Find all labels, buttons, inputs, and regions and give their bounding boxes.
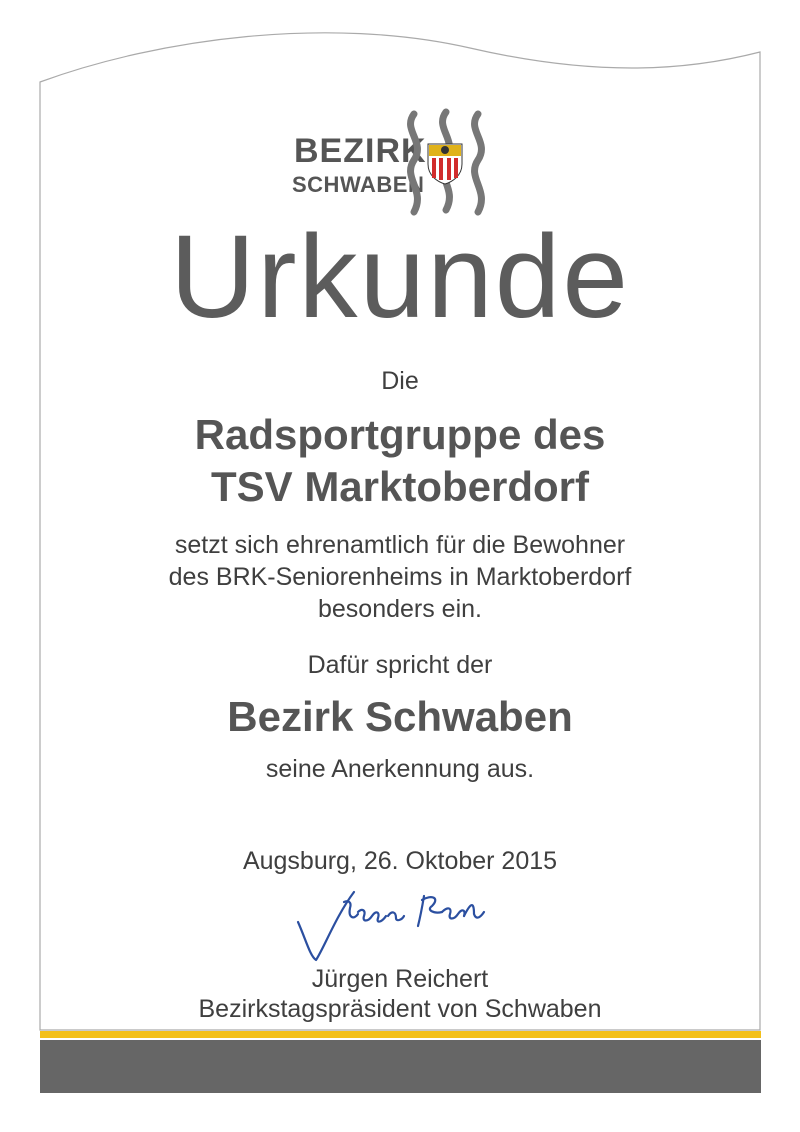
thanks-line-2: seine Anerkennung aus. (265, 755, 535, 783)
place-and-date: Augsburg, 26. Oktober 2015 (242, 847, 558, 875)
signer-name: Jürgen Reichert (311, 965, 489, 993)
handwritten-signature (292, 878, 512, 968)
reason-line-3: besonders ein. (317, 595, 482, 623)
reason-line-1: setzt sich ehrenamtlich für die Bewohner (174, 531, 626, 559)
logo-text-line1: BEZIRK (294, 132, 427, 170)
recipient-line-2: TSV Marktoberdorf (210, 463, 590, 510)
bezirk-schwaben-logo (290, 108, 490, 218)
yellow-accent-band (40, 1031, 761, 1038)
thanks-line-1: Dafür spricht der (307, 651, 493, 679)
intro-text: Die (381, 367, 419, 395)
signer-title: Bezirkstagspräsident von Schwaben (198, 995, 602, 1023)
issuer-name: Bezirk Schwaben (227, 693, 573, 740)
grey-footer-band (40, 1040, 761, 1093)
recipient-line-1: Radsportgruppe des (194, 411, 606, 458)
certificate-title: Urkunde (169, 211, 630, 343)
reason-line-2: des BRK-Seniorenheims in Marktoberdorf (168, 563, 632, 591)
bezirk-schwaben-crest-icon (400, 108, 490, 218)
logo-text-line2: SCHWABEN (292, 172, 425, 197)
